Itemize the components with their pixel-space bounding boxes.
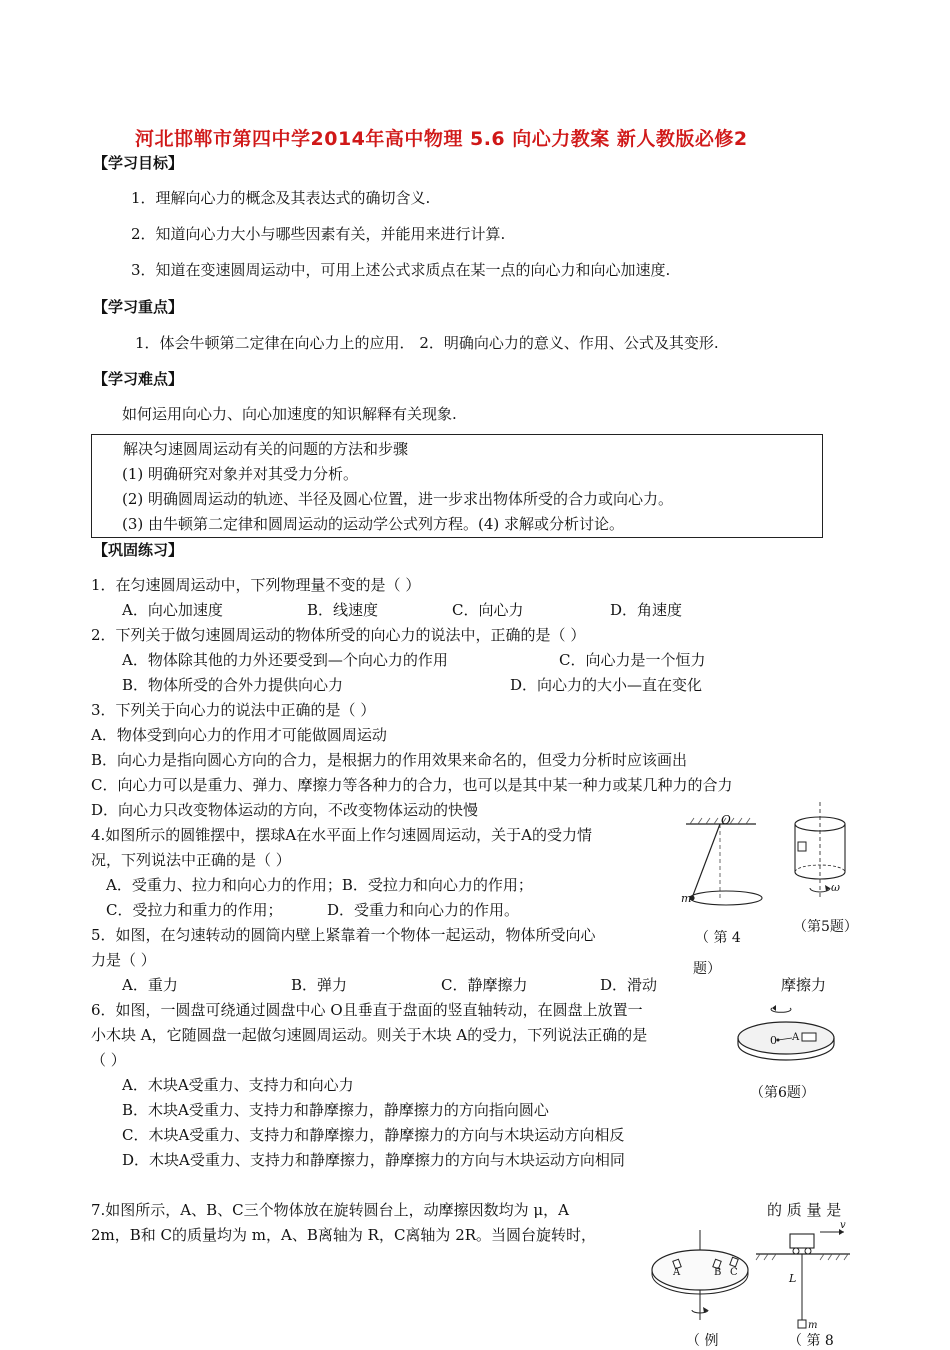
q1-option-b: B．线速度 [307,601,379,619]
q7-line1-right: 的 质 量 是 [767,1201,842,1219]
fig4-caption: （ 第 4 [695,930,741,946]
goal-item: 1．理解向心力的概念及其表达式的确切含义. [131,189,431,207]
q3-option-b: B．向心力是指向圆心方向的合力，是根据力的作用效果来命名的，但受力分析时应该画出 [91,751,688,769]
difficulties-text: 如何运用向心力、向心加速度的知识解释有关现象. [122,405,457,423]
q6-line1: 6．如图，一圆盘可绕通过圆盘中心 O且垂直于盘面的竖直轴转动，在圆盘上放置一 [91,1001,643,1019]
q1-option-c: C．向心力 [452,601,524,619]
fig7-label-a: A [673,1267,681,1278]
fig4-caption-cont: 题） [693,961,721,977]
q4-options-ab: A．受重力、拉力和向心力的作用；B．受拉力和向心力的作用； [106,876,533,894]
q7-line1: 7.如图所示，A、B、C三个物体放在旋转圆台上，动摩擦因数均为 μ，A [91,1201,569,1219]
q2-option-a: A．物体除其他的力外还要受到—个向心力的作用 [122,651,448,669]
q3-option-c: C．向心力可以是重力、弹力、摩擦力等各种力的合力，也可以是其中某一种力或某几种力的合力 [91,776,733,794]
q7-line2: 2m，B和 C的质量均为 m，A、B离轴为 R，C离轴为 2R。当圆台旋转时， [91,1226,597,1244]
q6-option-d: D．木块A受重力、支持力和静摩擦力，静摩擦力的方向与木块运动方向相同 [122,1151,625,1169]
fig5-label-omega: ω [831,881,840,894]
goal-item: 3．知道在变速圆周运动中，可用上述公式求质点在某一点的向心力和向心加速度. [131,261,671,279]
fig6-label-zero: 0 [770,1034,777,1047]
q6-line2: 小木块 A，它随圆盘一起做匀速圆周运动。则关于木块 A的受力，下列说法正确的是 [91,1026,648,1044]
q4-line2: 况，下列说法中正确的是（ ） [91,851,291,869]
fig8-label-m: m [808,1320,818,1331]
cart-pendulum-figure [754,1220,854,1332]
fig8-label-v: v [840,1220,846,1231]
q2-option-b: B．物体所受的合外力提供向心力 [122,676,344,694]
q6-option-a: A．木块A受重力、支持力和向心力 [122,1076,354,1094]
q3-option-d: D．向心力只改变物体运动的方向，不改变物体运动的快慢 [91,801,479,819]
key-points-heading: 【学习重点】 [93,298,184,316]
q5-option-d: D．滑动 [600,976,658,994]
q6-option-b: B．木块A受重力、支持力和静摩擦力，静摩擦力的方向指向圆心 [122,1101,549,1119]
q2-stem: 2．下列关于做匀速圆周运动的物体所受的向心力的说法中，正确的是（ ） [91,626,586,644]
q5-line2: 力是（ ） [91,951,156,969]
q5-option-d-continued: 摩擦力 [781,976,827,994]
conical-pendulum-figure [676,810,786,920]
q2-option-c: C．向心力是一个恒力 [559,651,706,669]
q5-option-b: B．弹力 [291,976,348,994]
fig7-label-c: C [730,1267,738,1278]
key-points-text: 1．体会牛顿第二定律在向心力上的应用． 2．明确向心力的意义、作用、公式及其变形. [135,334,719,352]
fig4-label-m: m [681,892,692,905]
q1-option-d: D．角速度 [610,601,683,619]
rotating-cylinder-figure [788,800,858,910]
fig8-caption: （ 第 8 [788,1333,834,1349]
practice-heading: 【巩固练习】 [93,541,184,559]
q2-option-d: D．向心力的大小—直在变化 [510,676,703,694]
fig6-caption: （第6题） [750,1085,815,1101]
fig7-caption: （ 例 [686,1333,719,1349]
fig4-label-o: O [721,813,731,827]
q1-option-a: A．向心加速度 [122,601,223,619]
q6-line3: （ ） [91,1051,126,1069]
method-step: (2) 明确圆周运动的轨迹、半径及圆心位置，进一步求出物体所受的合力或向心力。 [122,490,674,508]
difficulties-heading: 【学习难点】 [93,370,184,388]
method-step: (3) 由牛顿第二定律和圆周运动的运动学公式列方程。(4) 求解或分析讨论。 [122,515,625,533]
q1-stem: 1．在匀速圆周运动中，下列物理量不变的是（ ） [91,576,421,594]
method-box-title: 解决匀速圆周运动有关的问题的方法和步骤 [123,440,409,458]
q5-option-c: C．静摩擦力 [441,976,528,994]
goal-item: 2．知道向心力大小与哪些因素有关，并能用来进行计算. [131,225,506,243]
fig6-label-a: A [792,1032,800,1043]
turntable-figure [650,1228,760,1328]
q5-line1: 5．如图，在匀速转动的圆筒内壁上紧靠着一个物体一起运动，物体所受向心 [91,926,596,944]
fig8-label-l: L [789,1272,797,1285]
fig7-label-b: B [714,1267,722,1278]
fig5-caption: （第5题） [793,919,858,935]
goals-heading: 【学习目标】 [93,154,184,172]
page-title: 河北邯郸市第四中学2014年高中物理 5.6 向心力教案 新人教版必修2 [135,128,748,150]
q4-line1: 4.如图所示的圆锥摆中，摆球A在水平面上作匀速圆周运动，关于A的受力情 [91,826,592,844]
q4-option-c: C．受拉力和重力的作用； [106,901,283,919]
q4-option-d: D．受重力和向心力的作用。 [327,901,520,919]
method-step: (1) 明确研究对象并对其受力分析。 [122,465,359,483]
q6-option-c: C．木块A受重力、支持力和静摩擦力，静摩擦力的方向与木块运动方向相反 [122,1126,625,1144]
q3-stem: 3．下列关于向心力的说法中正确的是（ ） [91,701,376,719]
q5-option-a: A．重力 [122,976,178,994]
rotating-disk-figure [732,996,842,1076]
q3-option-a: A．物体受到向心力的作用才可能做圆周运动 [91,726,387,744]
